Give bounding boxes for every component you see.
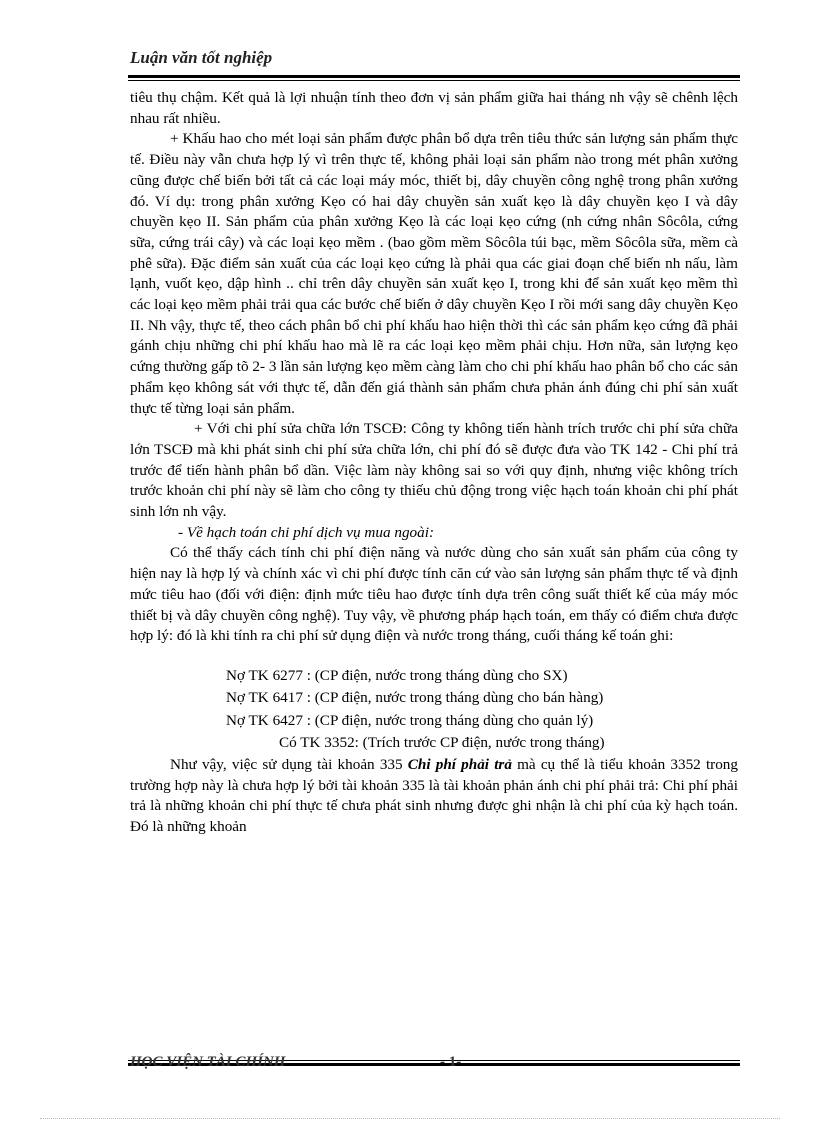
document-body xyxy=(130,88,738,838)
paragraph-continuation: tiêu thụ chậm. Kết quả là lợi nhuận tính theo đơn vị sản phẩm giữa hai tháng nh vậy sẽ chênh lệch nhau rất nhiều. xyxy=(130,89,738,127)
footer-page-number: - 1- xyxy=(440,1054,462,1070)
journal-entry-debit-6417: Nợ TK 6417 : (CP điện, nước trong tháng dùng cho bán hàng) xyxy=(226,689,604,707)
journal-entry-debit-6277: Nợ TK 6277 : (CP điện, nước trong tháng dùng cho SX) xyxy=(226,666,568,684)
paragraph-electricity-water: Có thể thấy cách tính chi phí điện năng và nước dùng cho sản xuất sản phẩm của công ty hiện nay là hợp lý và chính xác vì chi phí được tính căn cứ vào sản lượng sản phẩm thực tế và định mức tiêu hao (đối với điện: định mức tiêu hao được tính dựa trên công suất thiết kế của máy móc thiết bị và dây chuyền công nghệ). Tuy vậy, về phương pháp hạch toán, em thấy có điểm chưa được hợp lý: đó là khi tính ra chi phí sử dụng điện và nước trong tháng, cuối tháng kế toán ghi: xyxy=(130,544,738,645)
running-header-title: Luận văn tốt nghiệp xyxy=(130,48,273,67)
paragraph-account-335 xyxy=(130,755,738,838)
footer-institution: HỌC VIỆN TÀI CHÍNH xyxy=(130,1054,286,1070)
section-heading-services: - Về hạch toán chi phí dịch vụ mua ngoài: xyxy=(178,523,435,541)
paragraph-repair-costs: + Với chi phí sửa chữa lớn TSCĐ: Công ty không tiến hành trích trước chi phí sửa chữa lớn TSCĐ mà khi phát sinh chi phí sửa chữa lớn, chi phí đó sẽ được đưa vào TK 142 - Chi phí trả trước để tiến hành phân bổ dần. Việc làm này không sai so với quy định, nhưng việc không trích trước khoản chi phí này sẽ làm cho công ty thiếu chủ động trong việc hạch toán khoản chi phí phát sinh lớn nh vậy. xyxy=(130,420,738,521)
journal-entry-credit-3352: Có TK 3352: (Trích trước CP điện, nước trong tháng) xyxy=(279,734,605,752)
account-335-text-end: mà cụ thể là tiểu khoản 3352 trong trường hợp này là chưa hợp lý bởi tài khoản 335 là tài khoản phản ánh chi phí phải trả: Chi phí phải trả là những khoản chi phí thực tế chưa phát sinh nhưng được ghi nhận là chi phí của kỳ hạch toán. Đó là những khoản xyxy=(130,755,738,836)
header-rule xyxy=(128,75,740,78)
account-335-text-start: Như vậy, việc sử dụng tài khoản 335 xyxy=(170,755,408,773)
paragraph-depreciation: + Khấu hao cho mét loại sản phẩm được phân bổ dựa trên tiêu thức sản lượng sản phẩm thực tế. Điều này vẫn chưa hợp lý vì trên thực tế, không phải loại sản phẩm nào trong mét phân xưởng cũng được chế biến bởi tất cả các loại máy móc, thiết bị, dây chuyền công nghệ trong phân xưởng đó. Ví dụ: trong phân xưởng Kẹo có hai dây chuyền sản xuất kẹo là dây chuyền kẹo I và dây chuyền kẹo II. Sản phẩm của phân xưởng Kẹo là các loại kẹo cứng (nh cứng nhân Sôcôla, cứng sữa, cứng trái cây) và các loại kẹo mềm . (bao gồm mềm Sôcôla túi bạc, mềm Sôcôla sữa, mềm cà phê sữa). Đặc điểm sản xuất của các loại kẹo cứng là phải qua các giai đoạn chế biến nh nấu, làm lạnh, vuốt kẹo, dập hình .. chỉ trên dây chuyền sản xuất kẹo I, trong khi để sản xuất kẹo mềm thì các loại kẹo mềm phải trải qua các bước chế biến ở dây chuyền Kẹo I rồi mới sang dây chuyền Kẹo II. Nh vậy, thực tế, theo cách phân bổ chi phí khấu hao hiện thời thì các sản phẩm kẹo cứng đã phải gánh chịu những chi phí khấu hao mà lẽ ra các loại kẹo mềm phải chịu. Hơn nữa, sản lượng kẹo cứng thường gấp tõ 2- 3 lần sản lượng kẹo mềm càng làm cho chi phí khấu hao phân bổ cho các sản phẩm kẹo không sát với thực tế, dẫn đến giá thành sản phẩm chưa phản ánh đúng chi phí sản xuất thực tế từng loại sản phẩm. xyxy=(130,130,738,417)
header-rule-thin xyxy=(128,80,740,81)
journal-entry-debit-6427: Nợ TK 6427 : (CP điện, nước trong tháng dùng cho quản lý) xyxy=(226,711,594,729)
spacer xyxy=(130,647,738,665)
page-bottom-dotted-line xyxy=(40,1118,780,1119)
account-335-term: Chi phí phải trả xyxy=(407,755,512,773)
